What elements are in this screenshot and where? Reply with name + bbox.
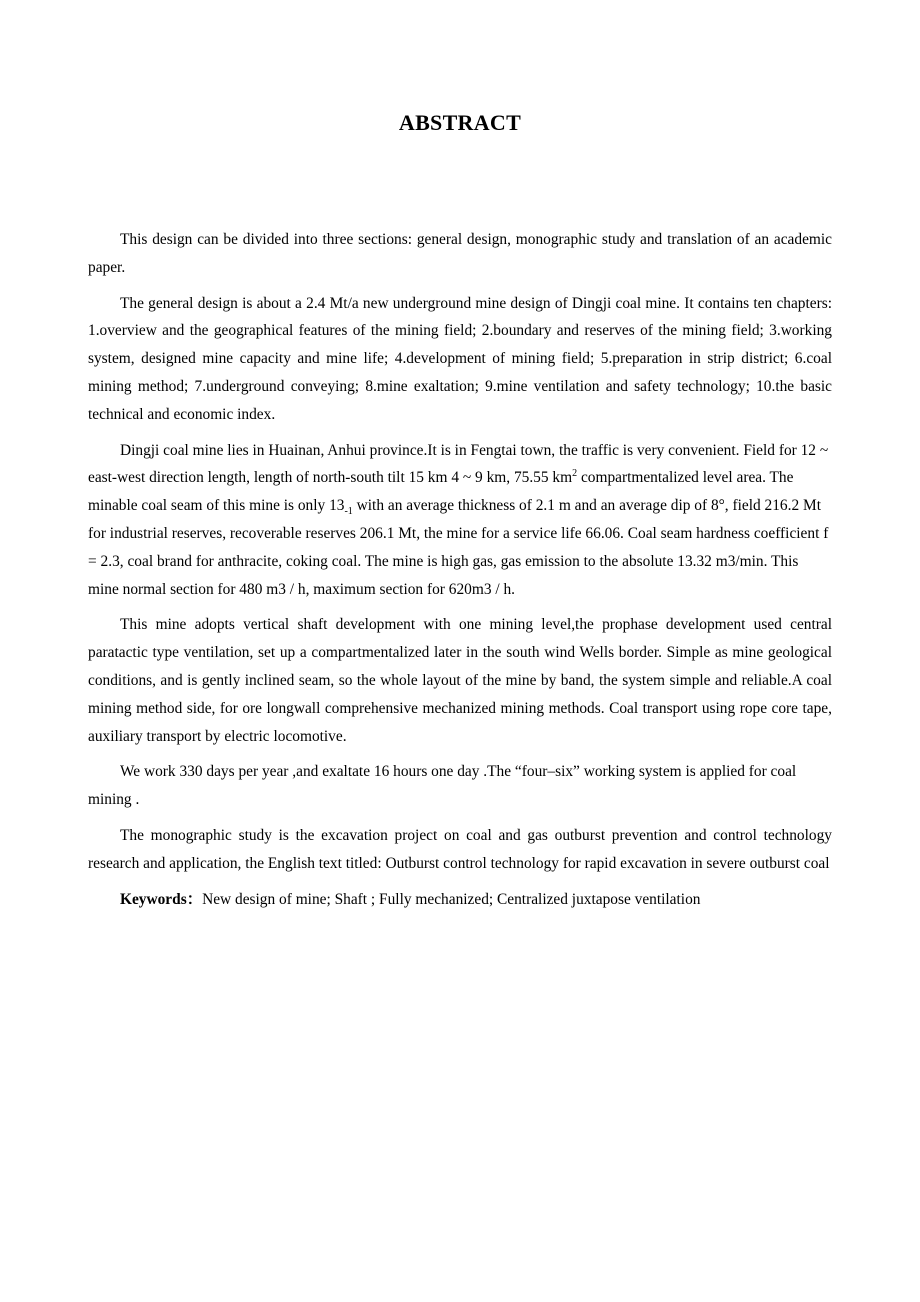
keywords-text: New design of mine; Shaft ; Fully mechanized; Centralized juxtapose ventilation <box>202 890 701 908</box>
page-title: ABSTRACT <box>398 110 522 135</box>
paragraph-working-system: We work 330 days per year ,and exaltate 16 hours one day .The “four–six” working system is applied for coal mining . <box>88 763 797 809</box>
paragraph-monographic-study: The monographic study is the excavation project on coal and gas outburst prevention and control technology research and application, the English text titled: Outburst control technology for rapid excavation in severe outburst coal <box>88 826 832 872</box>
subscript-minus-1: -1 <box>344 506 353 518</box>
paragraph-mine-location-part-2: compartmentalized level area. The minable coal seam of this mine is only 13 <box>88 469 794 515</box>
paragraph-development: This mine adopts vertical shaft development with one mining level,the prophase development used central paratactic type ventilation, set up a compartmentalized later in the south wind Wells border. Simple as mine geological conditions, and is gently inclined seam, so the whole layout of the mine by band, the system simple and reliable.A coal mining method side, for ore longwall comprehensive mechanized mining methods. Coal transport using rope core tape, auxiliary transport by electric locomotive. <box>88 616 832 745</box>
abstract-body <box>88 226 832 921</box>
paragraph-mine-location-part-1: Dingji coal mine lies in Huainan, Anhui province.It is in Fengtai town, the traffic is very convenient. Field for 12 ~ east-west direction length, length of north-south tilt 15 km 4 ~ 9 km, 75.55 km <box>88 441 829 487</box>
paragraph-mine-location-part-3: with an average thickness of 2.1 m and an average dip of 8°, field 216.2 Mt for industrial reserves, recoverable reserves 206.1 Mt, the mine for a service life 66.06. Coal seam hardness coefficient f = 2.3, coal brand for anthracite, coking coal. The mine is high gas, gas emission to the absolute 13.32 m3/min. This mine normal section for 480 m3 / h, maximum section for 620m3 / h. <box>88 497 829 598</box>
keywords-line <box>88 886 832 914</box>
paragraph-sections: This design can be divided into three sections: general design, monographic study and translation of an academic paper. <box>88 231 832 276</box>
superscript-2: 2 <box>572 468 578 480</box>
paragraph-mine-location <box>88 437 832 604</box>
paragraph-general-design: The general design is about a 2.4 Mt/a new underground mine design of Dingji coal mine. It contains ten chapters: 1.overview and the geographical features of the mining field; 2.boundary and reserves of the mining field; 3.working system, designed mine capacity and mine life; 4.development of mining field; 5.preparation in strip district; 6.coal mining method; 7.underground conveying; 8.mine exaltation; 9.mine ventilation and safety technology; 10.the basic technical and economic index. <box>88 294 832 423</box>
keywords-label: Keywords： <box>120 890 203 908</box>
